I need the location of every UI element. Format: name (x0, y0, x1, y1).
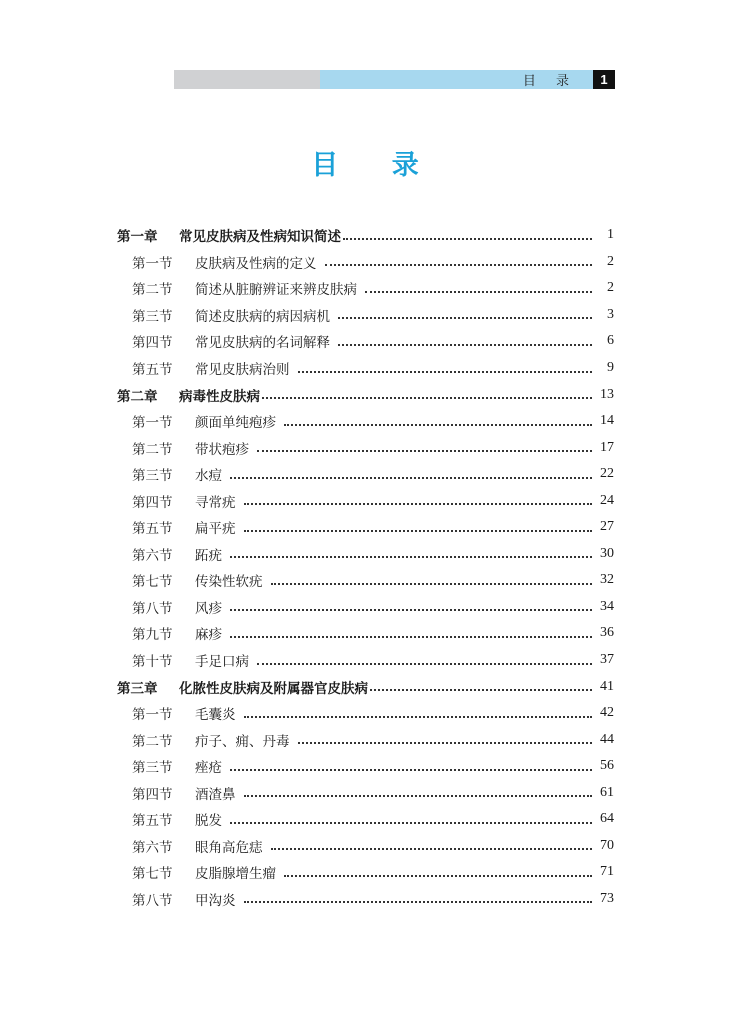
dot-leader (230, 768, 592, 771)
dot-leader (365, 290, 592, 293)
toc-entry-title: 跖疣 (195, 547, 222, 564)
toc-page-number: 30 (600, 545, 614, 561)
toc-section-row[interactable] (117, 620, 614, 647)
toc-entry-title: 疖子、痈、丹毒 (195, 733, 290, 750)
toc-entry-number: 第二节 (132, 282, 173, 299)
toc-entry-title: 常见皮肤病的名词解释 (195, 335, 330, 352)
toc-section-row[interactable] (117, 806, 614, 833)
dot-leader (244, 529, 593, 532)
dot-leader (257, 449, 592, 452)
toc-entry-title: 化脓性皮肤病及附属器官皮肤病 (179, 680, 368, 697)
toc-entry-number: 第三节 (132, 468, 173, 485)
toc-section-row[interactable] (117, 779, 614, 806)
toc-entry-title: 手足口病 (195, 654, 249, 671)
dot-leader (298, 370, 593, 373)
toc-entry-number: 第五节 (132, 813, 173, 830)
toc-page-number: 1 (607, 227, 614, 243)
toc-page-number: 64 (600, 811, 614, 827)
toc-entry-number: 第五节 (132, 521, 173, 538)
dot-leader (284, 423, 592, 426)
header-page-number: 1 (593, 70, 615, 89)
toc-section-row[interactable] (117, 275, 614, 302)
toc-entry-title: 扁平疣 (195, 521, 236, 538)
toc-entry-number: 第一章 (117, 229, 158, 246)
toc-section-row[interactable] (117, 647, 614, 674)
dot-leader (338, 343, 592, 346)
toc-page-number: 14 (600, 413, 614, 429)
toc-section-row[interactable] (117, 833, 614, 860)
toc-page-number: 24 (600, 492, 614, 508)
dot-leader (257, 662, 592, 665)
toc-page-number: 34 (600, 598, 614, 614)
toc-entry-title: 病毒性皮肤病 (179, 388, 260, 405)
toc-entry-title: 皮肤病及性病的定义 (195, 255, 317, 272)
dot-leader (244, 794, 593, 797)
toc-page-number: 42 (600, 705, 614, 721)
toc-entry-number: 第十节 (132, 654, 173, 671)
toc-page-number: 70 (600, 837, 614, 853)
toc-entry-title: 传染性软疣 (195, 574, 263, 591)
toc-entry-number: 第七节 (132, 866, 173, 883)
page-title: 目 录 (311, 150, 441, 181)
dot-leader (244, 900, 593, 903)
dot-leader (244, 502, 593, 505)
toc-entry-title: 带状疱疹 (195, 441, 249, 458)
toc-page-number: 32 (600, 572, 614, 588)
dot-leader (271, 582, 593, 585)
toc-entry-number: 第三章 (117, 680, 158, 697)
toc-entry-title: 水痘 (195, 468, 222, 485)
dot-leader (298, 741, 593, 744)
toc-entry-number: 第五节 (132, 362, 173, 378)
dot-leader (284, 874, 592, 877)
toc-entry-number: 第二节 (132, 441, 173, 458)
toc-entry-title: 颜面单纯疱疹 (195, 415, 276, 432)
toc-chapter-row[interactable] (117, 381, 614, 408)
toc-entry-title: 痤疮 (195, 760, 222, 777)
toc-page-number: 36 (600, 625, 614, 641)
dot-leader (338, 316, 592, 319)
toc-entry-title: 常见皮肤病及性病知识简述 (179, 229, 341, 246)
dot-leader (262, 396, 592, 399)
toc-page-number: 41 (600, 678, 614, 694)
toc-entry-number: 第三节 (132, 760, 173, 777)
dot-leader (230, 635, 592, 638)
toc-entry-number: 第七节 (132, 574, 173, 591)
table-of-contents (117, 222, 614, 912)
toc-entry-number: 第八节 (132, 600, 173, 617)
toc-entry-number: 第六节 (132, 547, 173, 564)
running-header (174, 70, 615, 89)
header-title: 目 录 (522, 74, 577, 89)
toc-entry-title: 毛囊炎 (195, 707, 236, 724)
toc-entry-title: 眼角高危痣 (195, 839, 263, 856)
toc-page-number: 71 (600, 864, 614, 880)
toc-entry-title: 简述皮肤病的病因病机 (195, 308, 330, 325)
toc-entry-number: 第六节 (132, 839, 173, 856)
toc-entry-number: 第三节 (132, 308, 173, 325)
toc-section-row[interactable] (117, 567, 614, 594)
toc-section-row[interactable] (117, 886, 614, 913)
toc-entry-number: 第一节 (132, 415, 173, 432)
dot-leader (343, 237, 592, 240)
toc-entry-number: 第九节 (132, 627, 173, 644)
toc-entry-title: 甲沟炎 (195, 892, 236, 909)
toc-page-number: 6 (607, 333, 614, 349)
dot-leader (325, 263, 593, 266)
toc-section-row[interactable] (117, 753, 614, 780)
toc-entry-number: 第四节 (132, 494, 173, 511)
toc-page-number: 44 (600, 731, 614, 747)
dot-leader (370, 688, 592, 691)
dot-leader (230, 821, 592, 824)
toc-section-row[interactable] (117, 487, 614, 514)
toc-entry-number: 第二节 (132, 733, 173, 750)
toc-page-number: 37 (600, 652, 614, 668)
toc-page-number: 73 (600, 890, 614, 906)
toc-page-number: 27 (600, 519, 614, 535)
toc-section-row[interactable] (117, 700, 614, 727)
toc-page-number: 3 (607, 306, 614, 322)
toc-entry-number: 第四节 (132, 335, 173, 352)
header-gray-band (174, 70, 320, 89)
toc-section-row[interactable] (117, 461, 614, 488)
toc-section-row[interactable] (117, 355, 614, 382)
toc-section-row[interactable] (117, 726, 614, 753)
toc-page-number: 56 (600, 758, 614, 774)
toc-section-row[interactable] (117, 434, 614, 461)
toc-entry-title: 皮脂腺增生瘤 (195, 866, 276, 883)
dot-leader (271, 847, 593, 850)
toc-section-row[interactable] (117, 594, 614, 621)
toc-entry-title: 脱发 (195, 813, 222, 830)
toc-entry-number: 第一节 (132, 707, 173, 724)
toc-chapter-row[interactable] (117, 222, 614, 249)
toc-page-number: 61 (600, 784, 614, 800)
toc-entry-number: 第八节 (132, 892, 173, 909)
toc-page-number: 17 (600, 439, 614, 455)
dot-leader (244, 715, 593, 718)
toc-entry-title: 寻常疣 (195, 494, 236, 511)
toc-page-number: 9 (607, 360, 614, 375)
toc-section-row[interactable] (117, 249, 614, 276)
toc-section-row[interactable] (117, 302, 614, 329)
toc-page-number: 2 (607, 280, 614, 296)
header-blue-band (320, 70, 593, 89)
toc-entry-number: 第二章 (117, 388, 158, 405)
dot-leader (230, 608, 592, 611)
dot-leader (230, 555, 592, 558)
toc-entry-title: 酒渣鼻 (195, 786, 236, 803)
toc-page-number: 2 (607, 253, 614, 269)
toc-entry-number: 第一节 (132, 255, 173, 272)
toc-section-row[interactable] (117, 514, 614, 541)
toc-page-number: 22 (600, 466, 614, 482)
toc-entry-number: 第四节 (132, 786, 173, 803)
toc-entry-title: 常见皮肤病治则 (195, 362, 290, 378)
toc-section-row[interactable] (117, 328, 614, 355)
toc-entry-title: 风疹 (195, 600, 222, 617)
dot-leader (230, 476, 592, 479)
toc-section-row[interactable] (117, 859, 614, 886)
toc-entry-title: 简述从脏腑辨证来辨皮肤病 (195, 282, 357, 299)
toc-section-row[interactable] (117, 541, 614, 568)
toc-section-row[interactable] (117, 408, 614, 435)
toc-chapter-row[interactable] (117, 673, 614, 700)
toc-page-number: 13 (600, 386, 614, 402)
toc-entry-title: 麻疹 (195, 627, 222, 644)
